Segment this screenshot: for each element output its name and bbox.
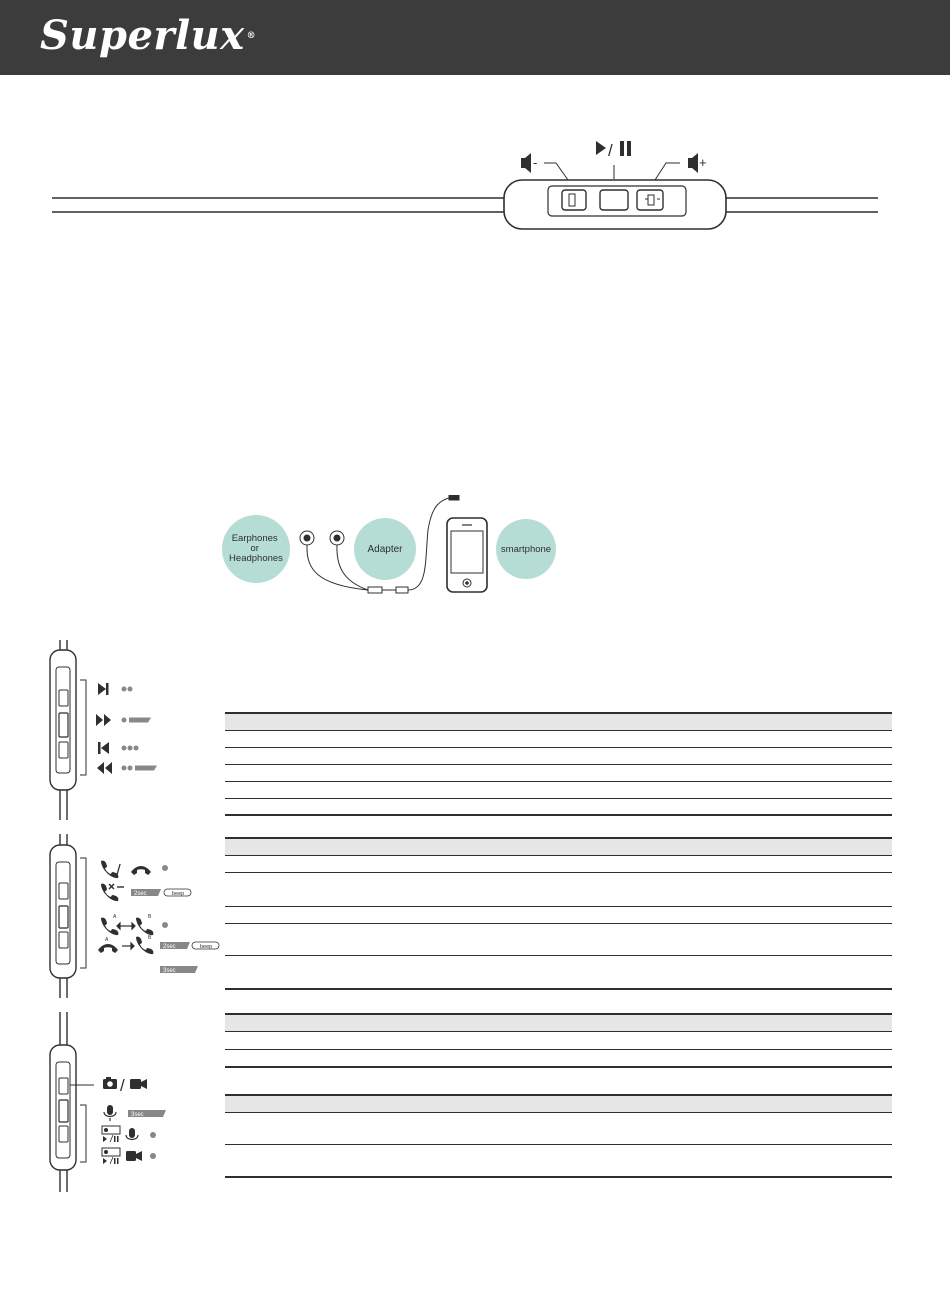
- triple-press-hold-indicator: [122, 766, 158, 771]
- panel-remote-outline-2: [50, 834, 86, 998]
- volume-up-icon: [688, 153, 698, 173]
- microphone-icon: [104, 1105, 116, 1121]
- beep-badge: [164, 889, 191, 897]
- bubble-smartphone-label: smartphone: [500, 544, 552, 555]
- right-arrow-icon: [122, 943, 134, 949]
- video-camera-icon-2: [126, 1151, 142, 1161]
- camera-control-table: [225, 1013, 892, 1068]
- table-header-row: [225, 1014, 892, 1031]
- volume-down-label: -: [533, 155, 538, 170]
- call-a-label-2: A: [105, 937, 109, 943]
- bubble-adapter-label: Adapter: [367, 544, 403, 555]
- recorder-play-pause-icon-2: [102, 1148, 120, 1164]
- table-row: [225, 1144, 892, 1177]
- single-press-indicator-4: [150, 1153, 156, 1159]
- table-row: [225, 1112, 892, 1144]
- panel-remote-outline-3: [50, 1012, 94, 1192]
- hold-2sec-badge: [131, 889, 161, 897]
- reject-cross-icon: [109, 884, 124, 889]
- table-header-row: [225, 838, 892, 855]
- callout-lines: [544, 163, 680, 180]
- volume-up-button[interactable]: [637, 190, 663, 210]
- play-pause-separator: /: [608, 141, 613, 160]
- answer-end-separator: /: [116, 861, 121, 880]
- table-row: [225, 781, 892, 798]
- connection-diagram: [220, 495, 565, 600]
- voice-recorder-table: [225, 1094, 892, 1178]
- single-press-indicator-3: [150, 1132, 156, 1138]
- table-row: [225, 955, 892, 989]
- fast-forward-icon: [96, 714, 111, 726]
- double-press-hold-indicator: [122, 718, 152, 723]
- video-camera-icon: [130, 1079, 147, 1089]
- rewind-icon: [97, 762, 112, 774]
- table-row: [225, 923, 892, 955]
- remote-cable: [52, 198, 878, 212]
- table-row: [225, 764, 892, 781]
- call-b-label: B: [148, 914, 152, 920]
- next-track-icon: [98, 683, 109, 695]
- hold-2sec-badge-2: [160, 942, 190, 950]
- logo-text: Superlux: [40, 12, 245, 59]
- bubble-earphones-line1: Earphones: [231, 533, 278, 544]
- hold-3sec-badge-2: [128, 1110, 166, 1118]
- table-row: [225, 855, 892, 872]
- svg-text:Adapter: [367, 544, 403, 555]
- recorder-play-pause-icon: [102, 1126, 120, 1142]
- badge-2sec-text: 2sec: [134, 891, 147, 897]
- badge-2sec-text-2: 2sec: [163, 944, 176, 950]
- table-row: [225, 730, 892, 747]
- badge-3sec-text: 3sec: [163, 968, 176, 974]
- call-a-label: A: [113, 914, 117, 920]
- volume-down-button[interactable]: [562, 190, 586, 210]
- music-control-panel: [40, 635, 220, 825]
- table-row: [225, 872, 892, 906]
- single-press-indicator-2: [162, 922, 168, 928]
- previous-track-icon: [98, 742, 109, 754]
- badge-beep-text: beep: [172, 891, 185, 897]
- bubble-earphones-line3: Headphones: [229, 553, 283, 564]
- superlux-logo: [40, 14, 256, 58]
- hold-3sec-badge: [160, 966, 198, 974]
- call-control-panel: [40, 830, 225, 1000]
- registered-mark: ®: [246, 31, 257, 41]
- bubble-earphones-line2: or: [250, 543, 259, 554]
- table-header-row: [225, 713, 892, 730]
- call-control-table: [225, 837, 892, 990]
- phone-hangup-icon: [131, 866, 151, 875]
- swap-arrow-icon: [117, 923, 135, 929]
- svg-text:smartphone: [501, 544, 551, 555]
- play-pause-button[interactable]: [600, 190, 628, 210]
- table-row: [225, 798, 892, 815]
- camera-voice-panel: [40, 1010, 220, 1195]
- phone-reject-icon: [101, 884, 118, 901]
- triple-press-indicator: [122, 746, 139, 751]
- music-control-table: [225, 712, 892, 816]
- camera-video-separator: /: [120, 1076, 125, 1095]
- volume-up-label: +: [699, 155, 707, 170]
- call-b-label-2: B: [148, 935, 152, 941]
- volume-down-icon: [521, 153, 531, 173]
- camera-icon: [103, 1077, 117, 1089]
- panel-remote-outline: [50, 640, 86, 820]
- table-row: [225, 1031, 892, 1049]
- table-header-row: [225, 1095, 892, 1112]
- double-press-indicator: [122, 687, 133, 692]
- table-row: [225, 747, 892, 764]
- beep-badge-2: [192, 942, 219, 950]
- badge-3sec-text-2: 3sec: [131, 1112, 144, 1118]
- single-press-indicator: [162, 865, 168, 871]
- badge-beep-text-2: beep: [200, 944, 213, 950]
- table-row: [225, 906, 892, 923]
- table-row: [225, 1049, 892, 1067]
- play-pause-icon: [596, 141, 631, 156]
- smartphone-illustration: [447, 518, 487, 592]
- microphone-icon-2: [126, 1128, 138, 1140]
- inline-remote-diagram: [0, 130, 950, 240]
